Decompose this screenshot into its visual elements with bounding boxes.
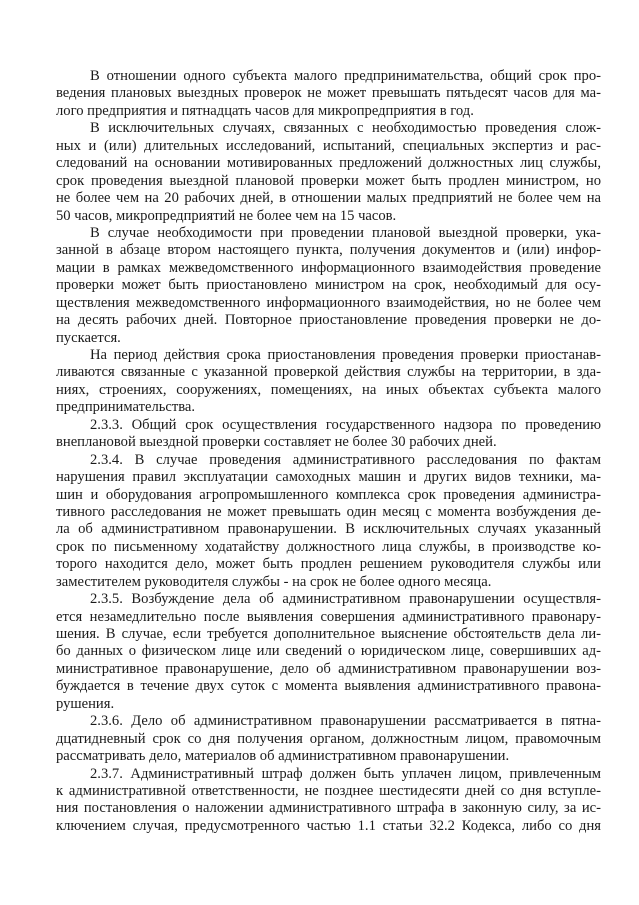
text-line: министративное правонарушение, дело об административном правонарушении воз- bbox=[56, 660, 601, 677]
text-line: дцатидневный срок со дня получения органом, должностным лицом, правомочным bbox=[56, 730, 601, 747]
text-line: на десять рабочих дней. Повторное приостановление проведения проверки не до- bbox=[56, 312, 601, 329]
text-line: ливаются связанные с указанной проверкой действия службы на территории, в зда- bbox=[56, 364, 601, 381]
text-line: заместителем руководителя службы - на срок не более одного месяца. bbox=[56, 573, 492, 590]
text-line: лого предприятия и пятнадцать часов для микропредприятия в год. bbox=[56, 102, 474, 119]
text-line: ществления межведомственного информационного взаимодействия, но не более чем bbox=[56, 294, 601, 311]
text-line: 2.3.5. Возбуждение дела об административном правонарушении осуществля- bbox=[90, 591, 601, 608]
text-line: срок по письменному ходатайству должностного лица службы, в производстве ко- bbox=[56, 538, 601, 555]
text-line: к административной ответственности, не позднее шестидесяти дней со дня вступле- bbox=[56, 782, 601, 799]
text-line: ния постановления о наложении административного штрафа в законную силу, за ис- bbox=[56, 800, 601, 817]
paragraph bbox=[56, 68, 601, 120]
text-line: буждается в течение двух суток с момента выявления административного правона- bbox=[56, 678, 601, 695]
text-line: 2.3.6. Дело об административном правонарушении рассматривается в пятна- bbox=[90, 713, 601, 730]
text-line: шин и оборудования агропромышленного комплекса срок проведения администра- bbox=[56, 486, 601, 503]
text-line: ведения плановых выездных проверок не может превышать пятьдесят часов для ма- bbox=[56, 85, 601, 102]
text-line: торого находится дело, может быть продлен решением руководителя службы или bbox=[56, 556, 601, 573]
paragraph bbox=[56, 452, 601, 592]
text-line: ниях, строениях, сооружениях, помещениях, на иных объектах субъекта малого bbox=[56, 381, 601, 398]
text-line: срок проведения выездной плановой проверки может быть продлен министром, но bbox=[56, 172, 601, 189]
paragraph bbox=[56, 766, 601, 836]
document-page bbox=[56, 68, 601, 835]
text-line: ла об административном правонарушении. В исключительных случаях указанный bbox=[56, 521, 601, 538]
text-line: В случае необходимости при проведении плановой выездной проверки, ука- bbox=[90, 224, 601, 241]
text-line: В отношении одного субъекта малого предпринимательства, общий срок про- bbox=[90, 68, 601, 84]
text-line: 2.3.7. Административный штраф должен быть уплачен лицом, привлеченным bbox=[90, 765, 601, 782]
text-line: В исключительных случаях, связанных с необходимостью проведения слож- bbox=[90, 120, 601, 137]
paragraph bbox=[56, 225, 601, 347]
text-line: пускается. bbox=[56, 329, 121, 346]
text-line: 2.3.4. В случае проведения административного расследования по фактам bbox=[90, 451, 601, 468]
text-line: ных и (или) длительных исследований, испытаний, специальных экспертиз и рас- bbox=[56, 137, 601, 154]
text-line: нарушения правил эксплуатации самоходных машин и других видов техники, ма- bbox=[56, 469, 601, 486]
text-line: рассматривать дело, материалов об административном правонарушении. bbox=[56, 748, 510, 765]
text-line: рушения. bbox=[56, 695, 115, 712]
paragraph bbox=[56, 591, 601, 713]
text-line: 50 часов, микропредприятий не более чем на 15 часов. bbox=[56, 207, 397, 224]
text-line: мации в рамках межведомственного информационного взаимодействия проведение bbox=[56, 259, 601, 276]
text-line: тивного расследования не может превышать один месяц с момента возбуждения де- bbox=[56, 503, 601, 520]
paragraph bbox=[56, 713, 601, 765]
text-line: внеплановой выездной проверки составляет не более 30 рабочих дней. bbox=[56, 434, 497, 451]
paragraph bbox=[56, 417, 601, 452]
text-line: ется незамедлительно после выявления совершения административного правонару- bbox=[56, 608, 601, 625]
paragraph bbox=[56, 347, 601, 417]
text-line: На период действия срока приостановления проведения проверки приостанав- bbox=[90, 347, 601, 363]
text-line: шения. В случае, если требуется дополнительное выяснение обстоятельств дела ли- bbox=[56, 626, 601, 642]
text-line: предпринимательства. bbox=[56, 399, 196, 416]
paragraph bbox=[56, 120, 601, 225]
text-line: ключением случая, предусмотренного частью 1.1 статьи 32.2 Кодекса, либо со дня bbox=[56, 817, 601, 834]
text-line: бо данных о физическом лице или сведений о юридическом лице, совершивших ад- bbox=[56, 643, 601, 660]
text-line: 2.3.3. Общий срок осуществления государственного надзора по проведению bbox=[90, 416, 601, 433]
text-line: не более чем на 20 рабочих дней, в отношении малых предприятий не более чем на bbox=[56, 190, 601, 207]
text-line: занной в абзаце втором настоящего пункта, получения документов и (или) инфор- bbox=[56, 242, 601, 259]
text-line: следований на основании мотивированных предложений должностных лиц службы, bbox=[56, 155, 601, 172]
text-line: проверки может быть приостановлено министром на срок, необходимый для осу- bbox=[56, 277, 601, 294]
